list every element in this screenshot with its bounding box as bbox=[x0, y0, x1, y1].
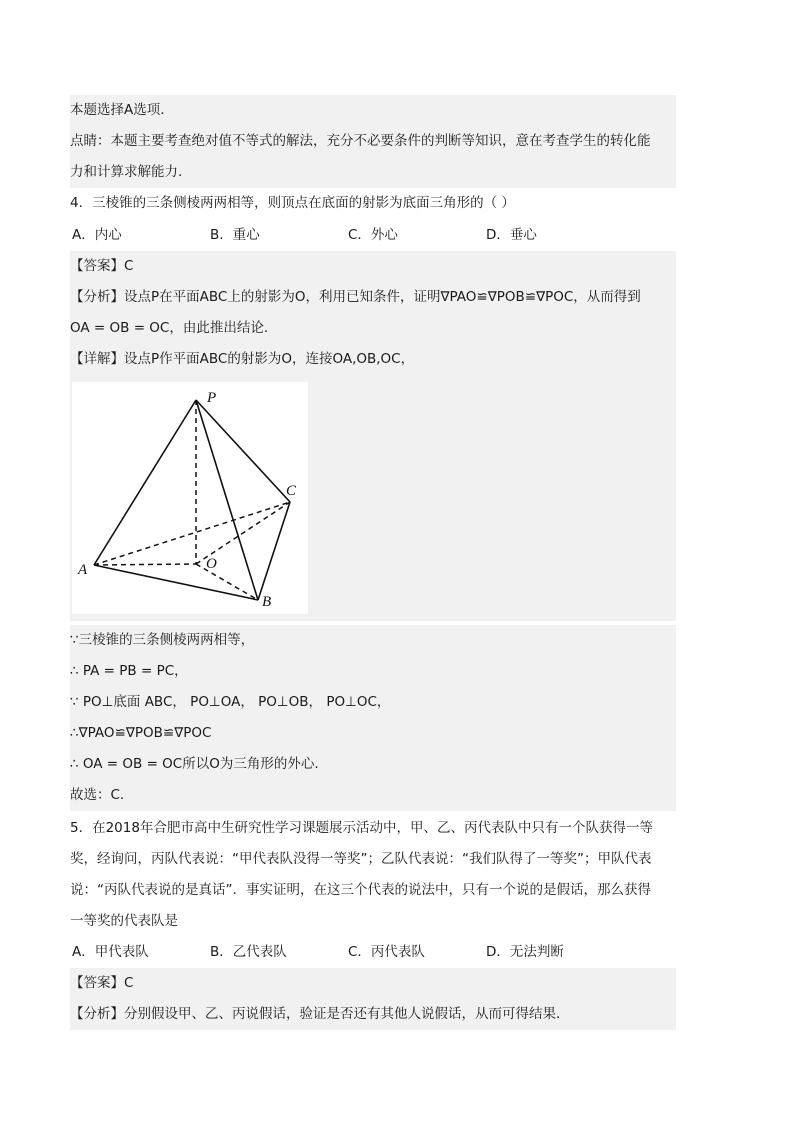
question-4-options bbox=[70, 220, 676, 251]
option-c: C．丙代表队 bbox=[348, 944, 425, 960]
question-5-stem-1: 5．在2018年合肥市高中生研究性学习课题展示活动中，甲、乙、丙代表队中只有一个队获得一等 bbox=[70, 820, 653, 836]
edge-ac-hidden bbox=[94, 502, 290, 565]
question-4-stem: 4．三棱锥的三条侧棱两两相等，则顶点在底面的射影为底面三角形的（ ） bbox=[70, 195, 515, 211]
comment-line-1: 点睛：本题主要考查绝对值不等式的解法，充分不必要条件的判断等知识，意在考查学生的转化能 bbox=[70, 126, 676, 157]
option-b: B．乙代表队 bbox=[210, 944, 287, 960]
edge-pc bbox=[196, 400, 290, 502]
question-4-analysis-2: OA = OB = OC，由此推出结论. bbox=[70, 313, 676, 344]
label-o: O bbox=[206, 556, 217, 572]
label-b: B bbox=[262, 594, 272, 610]
question-5-stem-2: 奖，经询问，丙队代表说：“甲代表队没得一等奖”；乙队代表说：“我们队得了一等奖”；甲队代表 bbox=[70, 851, 652, 867]
option-c: C．外心 bbox=[348, 227, 398, 243]
segment-oa bbox=[94, 564, 196, 565]
label-a: A bbox=[78, 562, 88, 578]
question-4-answer: 【答案】C bbox=[70, 251, 676, 282]
question-5-analysis: 【分析】分别假设甲、乙、丙说假话，验证是否还有其他人说假话，从而可得结果. bbox=[70, 999, 676, 1030]
label-p: P bbox=[207, 390, 217, 406]
question-4-detail: 【详解】设点P作平面ABC的射影为O，连接OA,OB,OC， bbox=[70, 344, 676, 375]
step-2: ∴ PA = PB = PC， bbox=[70, 656, 676, 687]
step-4: ∴∇PAO≌∇POB≌∇POC bbox=[70, 718, 676, 749]
step-1: ∵三棱锥的三条侧棱两两相等， bbox=[70, 625, 676, 656]
option-d: D．无法判断 bbox=[486, 944, 564, 960]
option-a: A．甲代表队 bbox=[72, 944, 149, 960]
edge-ab bbox=[94, 565, 258, 600]
edge-bc bbox=[258, 502, 290, 600]
question-5-stem-3: 说：“丙队代表说的是真话”．事实证明，在这三个代表的说法中，只有一个说的是假话，那么获得 bbox=[70, 882, 651, 898]
step-5: ∴ OA = OB = OC所以O为三角形的外心. bbox=[70, 749, 676, 780]
comment-line-2: 力和计算求解能力. bbox=[70, 157, 676, 188]
edge-pa bbox=[94, 400, 196, 565]
segment-oc bbox=[196, 502, 290, 564]
question-5-stem-4: 一等奖的代表队是 bbox=[70, 913, 178, 929]
option-b: B．重心 bbox=[210, 227, 260, 243]
pyramid-diagram bbox=[72, 382, 308, 614]
solution-choice-text: 本题选择A选项. bbox=[70, 95, 676, 126]
option-a: A．内心 bbox=[72, 227, 122, 243]
question-5-answer: 【答案】C bbox=[70, 968, 676, 999]
option-d: D．垂心 bbox=[486, 227, 537, 243]
label-c: C bbox=[286, 483, 297, 499]
step-3: ∵ PO⊥底面 ABC， PO⊥OA， PO⊥OB， PO⊥OC， bbox=[70, 687, 676, 718]
step-6-conclusion: 故选：C. bbox=[70, 780, 676, 811]
pyramid-figure bbox=[72, 382, 308, 614]
question-4-analysis-1: 【分析】设点P在平面ABC上的射影为O，利用已知条件，证明∇PAO≌∇POB≌∇POC，从而得到 bbox=[70, 282, 676, 313]
question-5-options bbox=[70, 937, 676, 968]
